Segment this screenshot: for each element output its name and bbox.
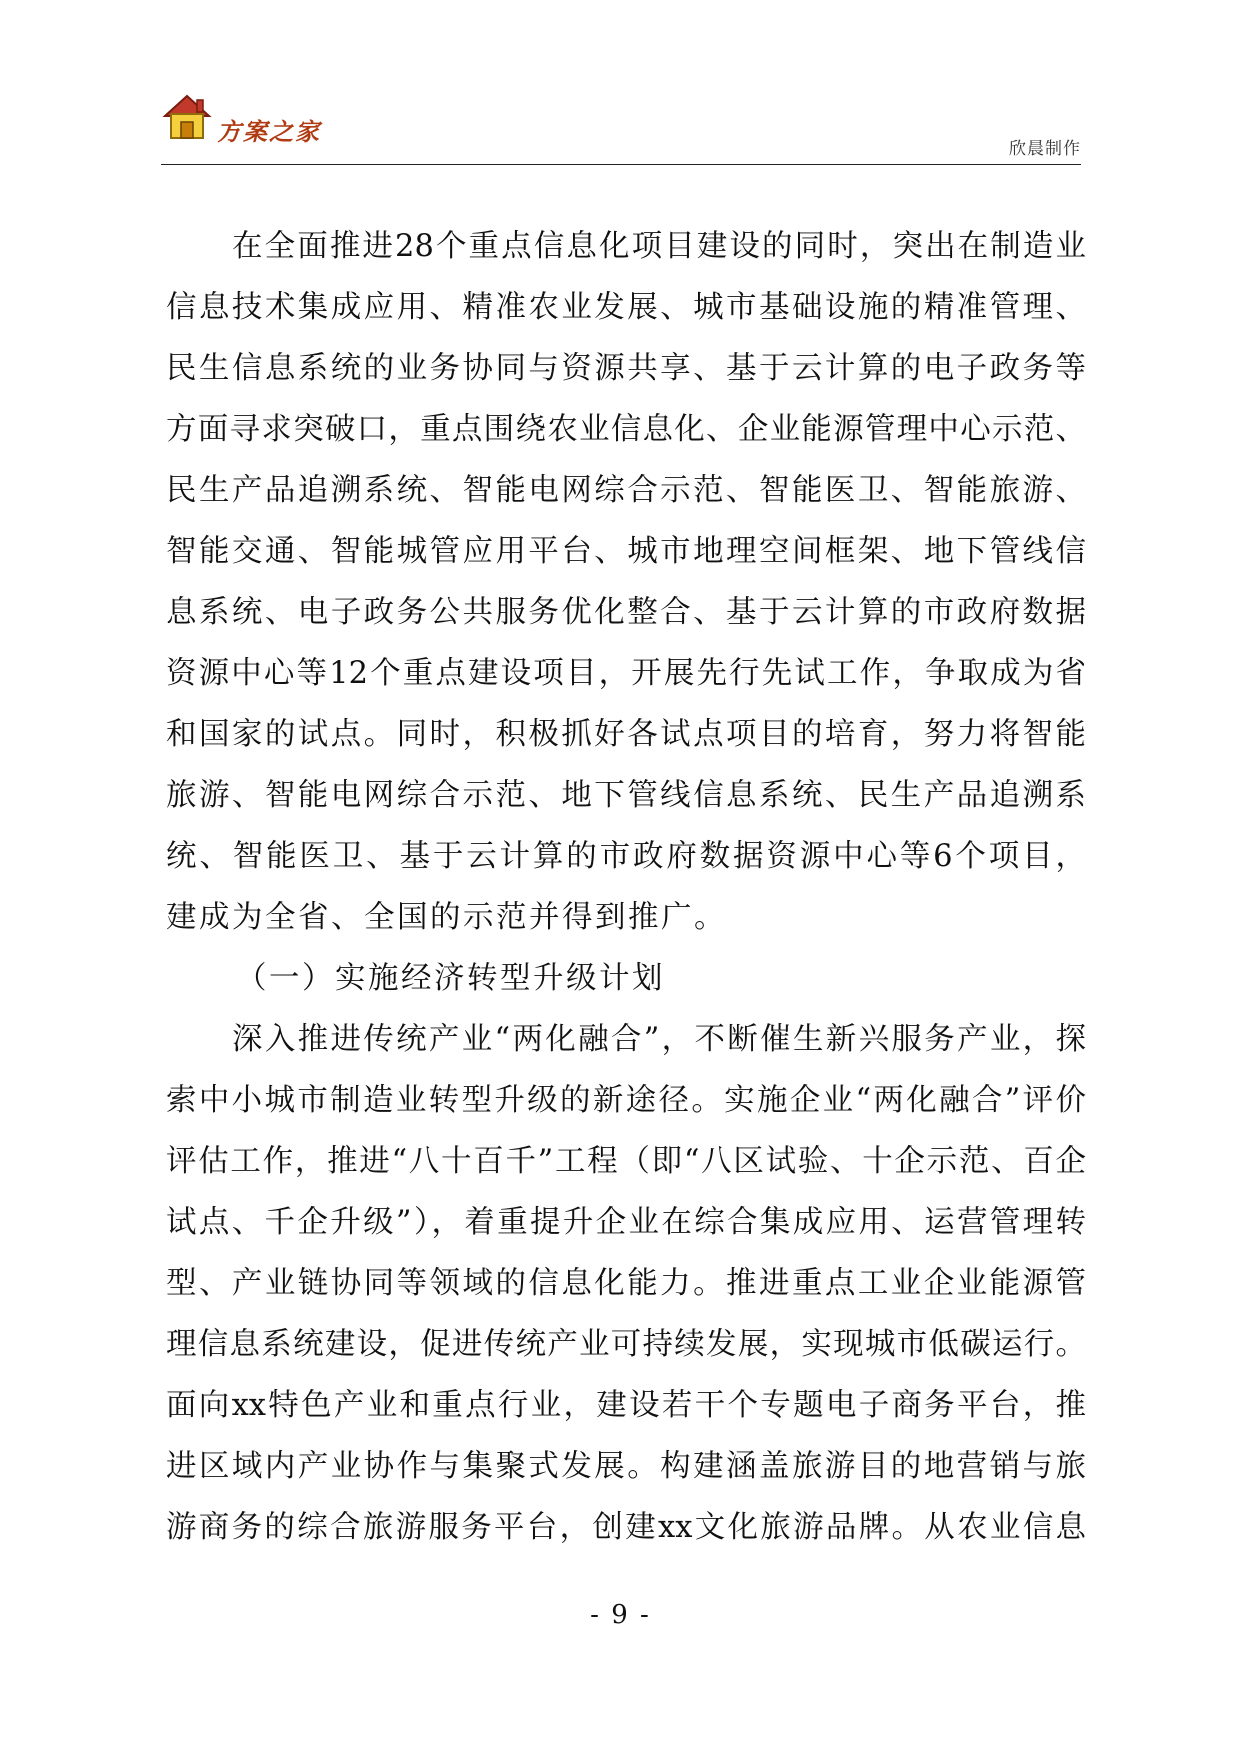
text-line: 进区域内产业协作与集聚式发展。构建涵盖旅游目的地营销与旅	[166, 1449, 1086, 1484]
text-line: 建成为全省、全国的示范并得到推广。	[166, 900, 727, 935]
text-line: 民生产品追溯系统、智能电网综合示范、智能医卫、智能旅游、	[166, 473, 1086, 508]
text-line: 统、智能医卫、基于云计算的市政府数据资源中心等6个项目，	[166, 839, 1086, 874]
section-heading: （一）实施经济转型升级计划	[236, 961, 665, 996]
text-line: 方面寻求突破口，重点围绕农业信息化、企业能源管理中心示范、	[166, 412, 1086, 447]
text-line: 和国家的试点。同时，积极抓好各试点项目的培育，努力将智能	[166, 717, 1086, 752]
header-divider	[161, 164, 1081, 165]
text-line: 理信息系统建设，促进传统产业可持续发展，实现城市低碳运行。	[166, 1327, 1086, 1362]
producer-label: 欣晨制作	[1009, 139, 1081, 159]
logo	[161, 92, 321, 152]
page-header	[161, 92, 1081, 162]
text-line: 息系统、电子政务公共服务优化整合、基于云计算的市政府数据	[166, 595, 1086, 630]
text-line: 索中小城市制造业转型升级的新途径。实施企业“两化融合”评价	[166, 1083, 1086, 1118]
logo-text: 方案之家	[217, 117, 321, 146]
house-icon	[161, 92, 217, 142]
text-line: 评估工作，推进“八十百千”工程（即“八区试验、十企示范、百企	[166, 1144, 1086, 1179]
text-line: 信息技术集成应用、精准农业发展、城市基础设施的精准管理、	[166, 290, 1086, 325]
text-line: 型、产业链协同等领域的信息化能力。推进重点工业企业能源管	[166, 1266, 1086, 1301]
text-line: 试点、千企升级”），着重提升企业在综合集成应用、运营管理转	[166, 1205, 1086, 1240]
text-line: 旅游、智能电网综合示范、地下管线信息系统、民生产品追溯系	[166, 778, 1086, 813]
text-line: 面向xx特色产业和重点行业，建设若干个专题电子商务平台，推	[166, 1388, 1086, 1423]
text-line: 智能交通、智能城管应用平台、城市地理空间框架、地下管线信	[166, 534, 1086, 569]
text-line: 在全面推进28个重点信息化项目建设的同时，突出在制造业	[232, 229, 1086, 264]
page-number: - 9 -	[590, 1600, 651, 1630]
text-line: 游商务的综合旅游服务平台，创建xx文化旅游品牌。从农业信息	[166, 1510, 1086, 1545]
text-line: 资源中心等12个重点建设项目，开展先行先试工作，争取成为省	[166, 656, 1086, 691]
text-line: 深入推进传统产业“两化融合”，不断催生新兴服务产业，探	[232, 1022, 1086, 1057]
text-line: 民生信息系统的业务协同与资源共享、基于云计算的电子政务等	[166, 351, 1086, 386]
document-body	[166, 216, 1086, 1558]
